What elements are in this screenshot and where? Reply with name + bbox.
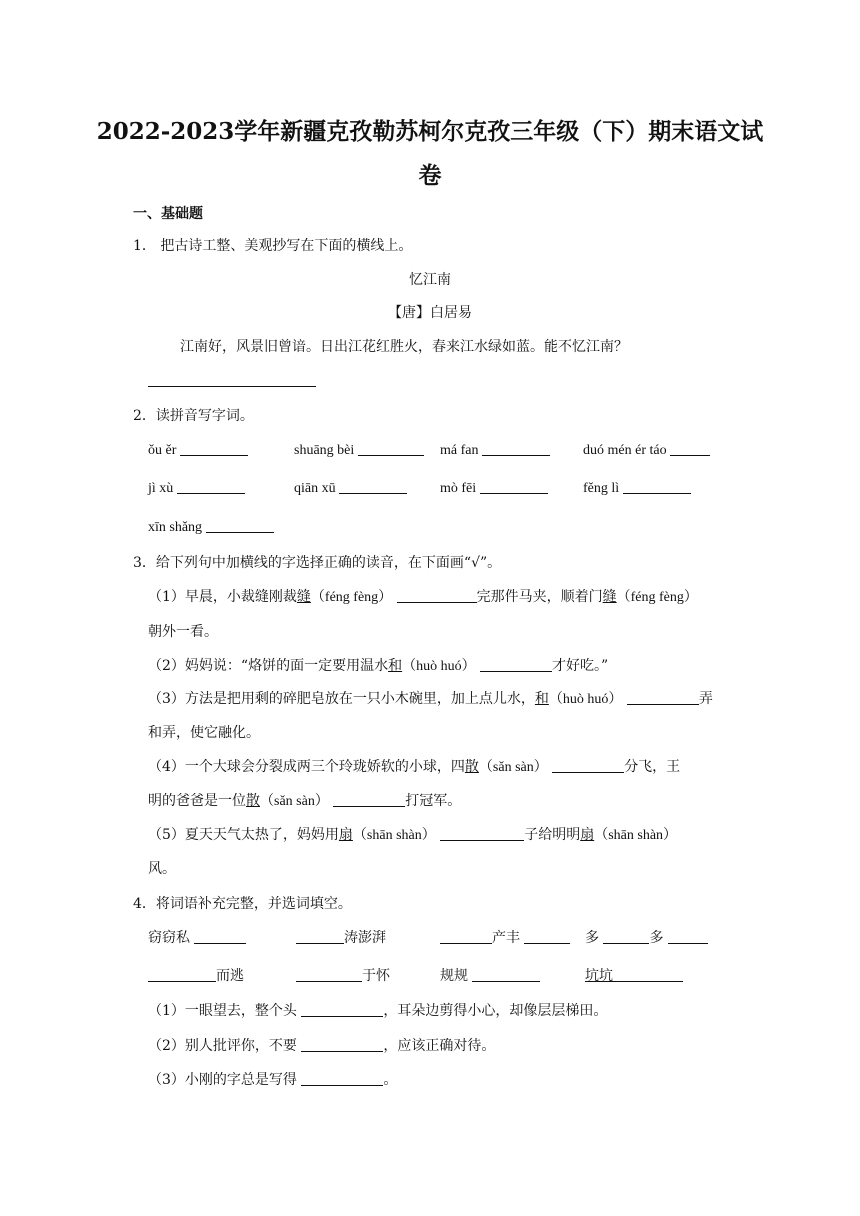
answer-blank[interactable]	[472, 967, 540, 982]
pinyin-item: má fan	[440, 441, 550, 461]
idiom-item: 规规	[440, 966, 540, 986]
answer-blank[interactable]	[339, 479, 407, 494]
idiom-item: 于怀	[296, 966, 390, 986]
answer-blank[interactable]	[623, 479, 691, 494]
answer-blank[interactable]	[194, 929, 246, 944]
q3-sentence-1-cont: 朝外一看。	[148, 624, 218, 640]
q3-sentence-3: （3）方法是把用剩的碎肥皂放在一只小木碗里，加上点儿水，和（huò huó） 弄	[148, 691, 713, 707]
q3-sentence-4: （4）一个大球会分裂成两三个玲珑娇软的小球，四散（sǎn sàn） 分飞，王	[148, 759, 681, 775]
answer-blank[interactable]	[440, 826, 524, 841]
answer-blank[interactable]	[524, 929, 570, 944]
answer-blank[interactable]	[177, 479, 245, 494]
pinyin-item: fěng lì	[583, 479, 691, 499]
exam-title-line2: 卷	[418, 162, 442, 189]
answer-blank[interactable]	[333, 792, 405, 807]
q4-stem: 4．将词语补充完整，并选词填空。	[133, 896, 352, 912]
q3-sentence-2: （2）妈妈说：“烙饼的面一定要用温水和（huò huó） 才好吃。”	[148, 658, 609, 674]
answer-blank[interactable]	[296, 967, 362, 982]
q1-stem: 1． 把古诗工整、美观抄写在下面的横线上。	[133, 238, 413, 254]
idiom-item: 多 多	[585, 928, 708, 948]
idiom-item: 而逃	[148, 966, 244, 986]
answer-blank[interactable]	[480, 479, 548, 494]
q3-stem: 3．给下列句中加横线的字选择正确的读音，在下面画“√”。	[133, 555, 502, 571]
pinyin-item: mò fēi	[440, 479, 548, 499]
q3-sentence-4-cont: 明的爸爸是一位散（sǎn sàn） 打冠军。	[148, 793, 462, 809]
q3-sentence-5-cont: 风。	[148, 861, 176, 877]
answer-blank[interactable]	[397, 588, 477, 603]
answer-blank[interactable]	[148, 967, 216, 982]
q4-sentence-2: （2）别人批评你，不要 ，应该正确对待。	[148, 1038, 496, 1054]
answer-blank[interactable]	[301, 1071, 383, 1086]
answer-blank[interactable]	[670, 441, 710, 456]
answer-blank[interactable]	[206, 518, 274, 533]
pinyin-item: xīn shǎng	[148, 518, 274, 538]
q4-sentence-1: （1）一眼望去，整个头 ，耳朵边剪得小心，却像层层梯田。	[148, 1003, 608, 1019]
poem-text: 江南好，风景旧曾谙。日出江花红胜火，春来江水绿如蓝。能不忆江南？	[180, 339, 628, 355]
answer-blank[interactable]	[180, 441, 248, 456]
pinyin-item: ǒu ěr	[148, 441, 248, 461]
answer-blank[interactable]	[668, 929, 708, 944]
answer-blank[interactable]	[552, 758, 624, 773]
answer-blank[interactable]	[301, 1037, 383, 1052]
answer-blank[interactable]	[627, 690, 699, 705]
pinyin-item: shuāng bèi	[294, 441, 424, 461]
answer-blank[interactable]	[482, 441, 550, 456]
q3-sentence-1: （1）早晨，小裁缝刚裁缝（féng fèng） 完那件马夹，顺着门缝（féng fèng）	[148, 589, 698, 605]
answer-blank[interactable]	[480, 657, 552, 672]
answer-blank[interactable]	[603, 929, 649, 944]
poem-author: 【唐】白居易	[388, 305, 472, 321]
q3-sentence-3-cont: 和弄，使它融化。	[148, 725, 260, 741]
answer-blank[interactable]	[613, 967, 683, 982]
idiom-item: 窃窃私	[148, 928, 246, 948]
section-heading: 一、基础题	[133, 206, 203, 222]
q2-stem: 2．读拼音写字词。	[133, 408, 254, 424]
answer-blank[interactable]	[440, 929, 492, 944]
idiom-item: 坑坑	[585, 966, 683, 986]
exam-title-line1: 2022-2023学年新疆克孜勒苏柯尔克孜三年级（下）期末语文试	[96, 118, 764, 145]
q3-sentence-5: （5）夏天天气太热了，妈妈用扇（shān shàn） 子给明明扇（shān shàn）	[148, 827, 678, 843]
pinyin-item: duó mén ér táo	[583, 441, 710, 461]
q1-answer-line[interactable]	[148, 371, 316, 391]
answer-blank[interactable]	[296, 929, 344, 944]
idiom-item: 涛澎湃	[296, 928, 386, 948]
idiom-item: 产丰	[440, 928, 570, 948]
answer-blank[interactable]	[301, 1002, 383, 1017]
answer-blank[interactable]	[358, 441, 424, 456]
pinyin-item: qiān xū	[294, 479, 407, 499]
poem-title: 忆江南	[409, 272, 451, 288]
q4-sentence-3: （3）小刚的字总是写得 。	[148, 1072, 398, 1088]
pinyin-item: jì xù	[148, 479, 245, 499]
